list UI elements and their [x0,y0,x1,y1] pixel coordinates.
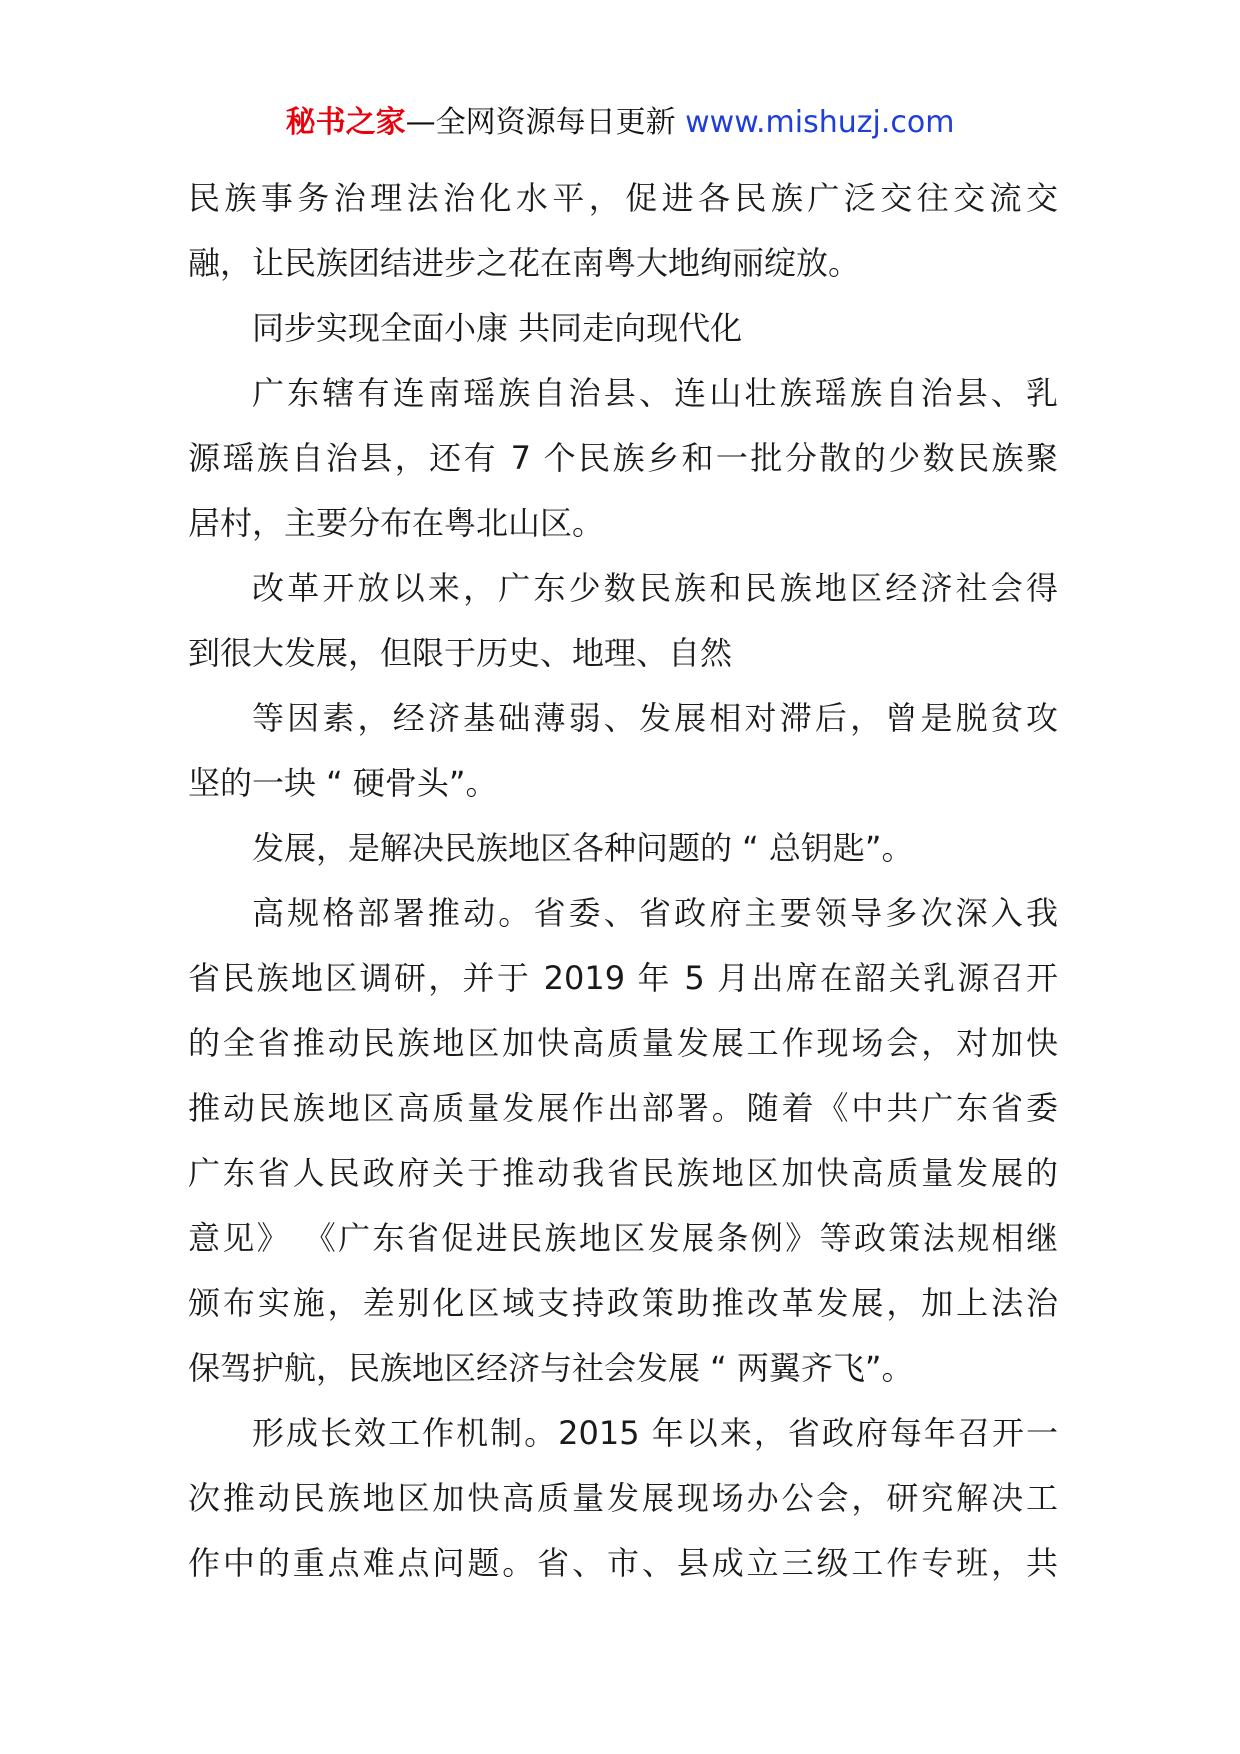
text-line: 发展，是解决民族地区各种问题的 “ 总钥匙”。 [252,829,914,867]
text-line: 形成长效工作机制。2015 年以来，省政府每年召开一 [252,1414,1058,1452]
text-line: 意见》 《广东省促进民族地区发展条例》等政策法规相继 [188,1219,1058,1257]
text-line: 广东省人民政府关于推动我省民族地区加快高质量发展的 [188,1154,1058,1192]
text-line: 颁布实施，差别化区域支持政策助推改革发展，加上法治 [188,1284,1058,1322]
text-line: 推动民族地区高质量发展作出部署。随着《中共广东省委 [188,1089,1058,1127]
text-line: 高规格部署推动。省委、省政府主要领导多次深入我 [252,894,1058,932]
text-line: 融，让民族团结进步之花在南粤大地绚丽绽放。 [188,244,861,282]
text-line: 居村，主要分布在粤北山区。 [188,504,605,542]
document-body [188,166,1058,1596]
text-line: 坚的一块 “ 硬骨头”。 [188,764,498,802]
page-header [0,103,1240,143]
text-line: 省民族地区调研，并于 2019 年 5 月出席在韶关乳源召开 [188,959,1058,997]
text-line: 的全省推动民族地区加快高质量发展工作现场会，对加快 [188,1024,1058,1062]
text-line: 等因素，经济基础薄弱、发展相对滞后，曾是脱贫攻 [252,699,1058,737]
website-link[interactable]: www.mishuzj.com [685,105,955,140]
text-line: 源瑶族自治县，还有 7 个民族乡和一批分散的少数民族聚 [188,439,1058,477]
header-slogan: —全网资源每日更新 [405,105,676,140]
text-line: 作中的重点难点问题。省、市、县成立三级工作专班，共 [188,1544,1058,1582]
text-line: 同步实现全面小康 共同走向现代化 [252,309,743,347]
text-line: 次推动民族地区加快高质量发展现场办公会，研究解决工 [188,1479,1058,1517]
text-line: 到很大发展，但限于历史、地理、自然 [188,634,733,672]
text-line: 改革开放以来，广东少数民族和民族地区经济社会得 [252,569,1058,607]
text-line: 民族事务治理法治化水平，促进各民族广泛交往交流交 [188,179,1058,217]
text-line: 广东辖有连南瑶族自治县、连山壮族瑶族自治县、乳 [252,374,1058,412]
brand-name: 秘书之家 [285,105,406,140]
text-line: 保驾护航，民族地区经济与社会发展 “ 两翼齐飞”。 [188,1349,914,1387]
